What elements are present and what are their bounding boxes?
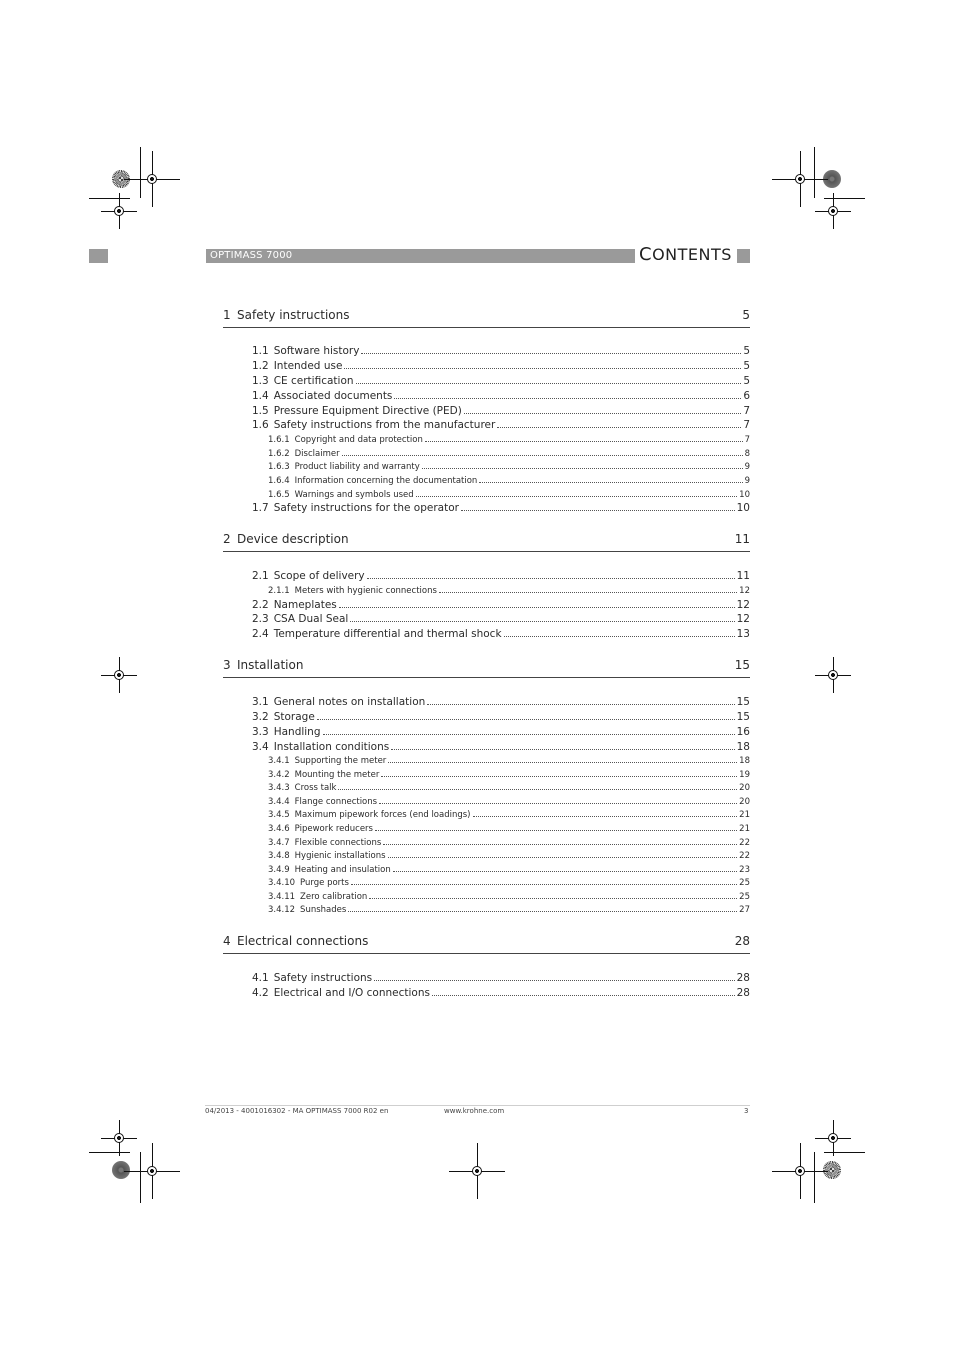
toc-entry[interactable] — [268, 754, 750, 768]
toc-entry-page: 13 — [736, 628, 750, 640]
toc-entry-label: Heating and insulation — [294, 865, 391, 875]
toc-entry[interactable] — [268, 488, 750, 502]
toc-entry-label: Installation conditions — [273, 741, 390, 753]
toc-entry-page: 5 — [743, 360, 750, 372]
toc-dot-leader — [473, 815, 738, 817]
toc-entry-page: 15 — [736, 696, 750, 708]
toc-entry-page: 22 — [739, 838, 750, 848]
footer-page-number: 3 — [744, 1107, 749, 1115]
toc-entry[interactable] — [252, 359, 750, 374]
toc-entry-page: 9 — [744, 462, 750, 472]
toc-entry-number: 3.3 — [252, 726, 269, 738]
toc-section-rule — [223, 953, 750, 954]
color-target-icon — [823, 1161, 841, 1179]
toc-entry-label: Copyright and data protection — [294, 435, 423, 445]
toc-entry-number: 3.4.8 — [268, 851, 290, 861]
toc-dot-leader — [374, 979, 735, 981]
toc-entry[interactable] — [268, 863, 750, 877]
registration-target-icon — [472, 1166, 482, 1176]
toc-dot-leader — [504, 635, 735, 637]
toc-dot-leader — [344, 367, 741, 369]
toc-dot-leader — [338, 788, 737, 790]
toc-entry-number: 3.4.12 — [268, 905, 296, 915]
toc-dot-leader — [425, 440, 743, 442]
registration-target-icon — [795, 174, 805, 184]
toc-entry-number: 3.4.4 — [268, 797, 290, 807]
toc-entry[interactable] — [252, 612, 750, 627]
toc-dot-leader — [356, 382, 742, 384]
toc-entry[interactable] — [252, 374, 750, 389]
header-right-block — [737, 249, 750, 263]
toc-entry-page: 7 — [743, 405, 750, 417]
toc-entry[interactable] — [268, 808, 750, 822]
toc-entry-page: 20 — [739, 783, 750, 793]
page-title-initial: C — [639, 244, 653, 265]
toc-dot-leader — [367, 577, 735, 579]
crop-mark-v — [140, 1152, 141, 1203]
toc-entry-label: Associated documents — [273, 390, 393, 402]
toc-entry[interactable] — [252, 725, 750, 740]
toc-entry-label: Purge ports — [300, 878, 349, 888]
toc-entry-page: 19 — [739, 770, 750, 780]
toc-entry-page: 6 — [743, 390, 750, 402]
toc-entry[interactable] — [268, 460, 750, 474]
toc-entry[interactable] — [268, 795, 750, 809]
footer-website: www.krohne.com — [444, 1107, 505, 1115]
toc-entry-page: 9 — [744, 476, 750, 486]
toc-entry-label: Maximum pipework forces (end loadings) — [294, 810, 471, 820]
toc-entry-number: 1.6 — [252, 419, 269, 431]
toc-entry[interactable] — [268, 447, 750, 461]
toc-section-rule — [223, 551, 750, 552]
toc-dot-leader — [479, 481, 742, 483]
toc-entry-number: 2.1.1 — [268, 586, 290, 596]
toc-entry-page: 10 — [736, 502, 750, 514]
crop-mark-v — [140, 147, 141, 198]
crop-mark-v — [814, 1152, 815, 1203]
registration-target-icon — [828, 206, 838, 216]
toc-section-page: 11 — [734, 532, 750, 546]
header-left-block — [89, 249, 108, 263]
color-target-icon — [112, 1161, 130, 1179]
toc-entry-number: 1.6.4 — [268, 476, 290, 486]
crop-mark-h — [824, 1152, 865, 1153]
toc-entry-label: Handling — [273, 726, 321, 738]
toc-section-label: Installation — [237, 658, 304, 672]
toc-entry-label: Safety instructions — [273, 972, 373, 984]
toc-entry-label: Flexible connections — [294, 838, 382, 848]
footer-document-id: 04/2013 - 4001016302 - MA OPTIMASS 7000 R02 en — [205, 1107, 389, 1115]
toc-entry-number: 2.3 — [252, 613, 269, 625]
toc-entry-label: Warnings and symbols used — [294, 490, 414, 500]
registration-target-icon — [828, 1133, 838, 1143]
toc-dot-leader — [339, 606, 735, 608]
toc-entry[interactable] — [268, 768, 750, 782]
page-title-rest: ONTENTS — [652, 245, 732, 264]
toc-entry-number: 2.4 — [252, 628, 269, 640]
toc-entry-number: 2.2 — [252, 599, 269, 611]
toc-entry-number: 3.1 — [252, 696, 269, 708]
toc-entry-label: Software history — [273, 345, 360, 357]
toc-section-heading[interactable] — [223, 530, 750, 548]
toc-dot-leader — [393, 870, 737, 872]
toc-entry[interactable] — [252, 986, 750, 1001]
toc-section-number: 2 — [223, 532, 231, 546]
toc-entry[interactable] — [252, 971, 750, 986]
toc-section-heading[interactable] — [223, 656, 750, 674]
toc-entry-label: Information concerning the documentation — [294, 476, 478, 486]
toc-entry-page: 22 — [739, 851, 750, 861]
toc-dot-leader — [461, 509, 735, 511]
toc-entry[interactable] — [252, 710, 750, 725]
toc-entry[interactable] — [252, 501, 750, 516]
toc-entry[interactable] — [252, 344, 750, 359]
toc-dot-leader — [351, 883, 737, 885]
toc-entry-page: 8 — [744, 449, 750, 459]
toc-entry-label: Supporting the meter — [294, 756, 387, 766]
toc-entry[interactable] — [252, 569, 750, 584]
toc-entry[interactable] — [268, 876, 750, 890]
toc-entry[interactable] — [252, 627, 750, 642]
crop-mark-h — [89, 198, 130, 199]
toc-entry-page: 7 — [744, 435, 750, 445]
toc-entry-page: 28 — [736, 972, 750, 984]
toc-entry-page: 25 — [739, 892, 750, 902]
toc-entry[interactable] — [252, 740, 750, 755]
toc-section-page: 5 — [742, 308, 750, 322]
toc-entry[interactable] — [268, 849, 750, 863]
toc-entry[interactable] — [268, 584, 750, 598]
toc-entry-number: 1.6.3 — [268, 462, 290, 472]
toc-entry-number: 3.4 — [252, 741, 269, 753]
toc-dot-leader — [427, 703, 734, 705]
toc-dot-leader — [348, 910, 737, 912]
toc-dot-leader — [369, 897, 737, 899]
toc-entry-page: 21 — [739, 810, 750, 820]
toc-entry-number: 3.4.9 — [268, 865, 290, 875]
toc-section-rule — [223, 327, 750, 328]
toc-entry-label: Pipework reducers — [294, 824, 373, 834]
toc-entry[interactable] — [252, 695, 750, 710]
toc-entry[interactable] — [268, 822, 750, 836]
toc-dot-leader — [350, 620, 734, 622]
toc-dot-leader — [394, 397, 741, 399]
toc-entry-label: Pressure Equipment Directive (PED) — [273, 405, 462, 417]
toc-entry-number: 3.4.5 — [268, 810, 290, 820]
toc-entry-number: 3.4.1 — [268, 756, 290, 766]
toc-entry-label: Disclaimer — [294, 449, 340, 459]
toc-entry-label: Nameplates — [273, 599, 337, 611]
toc-section-rule — [223, 677, 750, 678]
toc-entry-label: Safety instructions for the operator — [273, 502, 459, 514]
toc-entry-page: 5 — [743, 375, 750, 387]
toc-entry-number: 3.2 — [252, 711, 269, 723]
toc-entry-number: 3.4.10 — [268, 878, 296, 888]
toc-entry-number: 1.5 — [252, 405, 269, 417]
toc-entry-page: 27 — [739, 905, 750, 915]
toc-entry[interactable] — [252, 404, 750, 419]
toc-entry-number: 3.4.11 — [268, 892, 296, 902]
toc-entry-label: Flange connections — [294, 797, 378, 807]
toc-entry-page: 7 — [743, 419, 750, 431]
toc-entry-number: 1.3 — [252, 375, 269, 387]
toc-entry-number: 2.1 — [252, 570, 269, 582]
registration-target-icon — [114, 1133, 124, 1143]
toc-dot-leader — [416, 495, 737, 497]
toc-section-label: Safety instructions — [237, 308, 350, 322]
toc-entry-page: 15 — [736, 711, 750, 723]
toc-dot-leader — [388, 856, 738, 858]
toc-section-label: Device description — [237, 532, 349, 546]
toc-section-number: 3 — [223, 658, 231, 672]
toc-section-label: Electrical connections — [237, 934, 369, 948]
toc-entry-page: 28 — [736, 987, 750, 999]
toc-dot-leader — [383, 843, 737, 845]
toc-entry-label: CSA Dual Seal — [273, 613, 349, 625]
toc-entry-page: 11 — [736, 570, 750, 582]
toc-entry-number: 4.1 — [252, 972, 269, 984]
toc-entry-page: 12 — [736, 613, 750, 625]
toc-entry-number: 1.4 — [252, 390, 269, 402]
toc-dot-leader — [497, 426, 741, 428]
toc-entry-label: Sunshades — [300, 905, 347, 915]
toc-section-number: 1 — [223, 308, 231, 322]
registration-target-icon — [147, 1166, 157, 1176]
toc-dot-leader — [391, 748, 734, 750]
toc-entry-label: Electrical and I/O connections — [273, 987, 430, 999]
header-product-name: OPTIMASS 7000 — [210, 250, 293, 261]
registration-target-icon — [795, 1166, 805, 1176]
toc-section-heading[interactable] — [223, 306, 750, 324]
toc-entry-page: 16 — [736, 726, 750, 738]
toc-dot-leader — [342, 454, 743, 456]
toc-entry-number: 1.1 — [252, 345, 269, 357]
crop-mark-h — [89, 1152, 130, 1153]
toc-entry-number: 1.6.1 — [268, 435, 290, 445]
toc-entry-label: Safety instructions from the manufacturer — [273, 419, 496, 431]
toc-section-page: 28 — [734, 934, 750, 948]
toc-entry-page: 21 — [739, 824, 750, 834]
toc-entry[interactable] — [252, 389, 750, 404]
page-title — [639, 243, 732, 267]
toc-dot-leader — [361, 352, 741, 354]
toc-entry-page: 5 — [743, 345, 750, 357]
toc-entry-number: 3.4.2 — [268, 770, 290, 780]
registration-target-icon — [828, 670, 838, 680]
toc-entry[interactable] — [268, 836, 750, 850]
toc-entry-label: Mounting the meter — [294, 770, 380, 780]
toc-entry-label: Hygienic installations — [294, 851, 386, 861]
toc-dot-leader — [388, 761, 737, 763]
toc-entry[interactable] — [268, 474, 750, 488]
toc-entry-page: 10 — [739, 490, 750, 500]
toc-entry[interactable] — [268, 433, 750, 447]
toc-entry-number: 1.6.5 — [268, 490, 290, 500]
toc-dot-leader — [439, 591, 737, 593]
toc-dot-leader — [323, 733, 735, 735]
toc-dot-leader — [381, 775, 737, 777]
registration-target-icon — [147, 174, 157, 184]
toc-dot-leader — [432, 994, 735, 996]
toc-section-heading[interactable] — [223, 932, 750, 950]
toc-section-number: 4 — [223, 934, 231, 948]
toc-entry-number: 3.4.3 — [268, 783, 290, 793]
toc-entry-label: Zero calibration — [300, 892, 368, 902]
toc-entry-number: 4.2 — [252, 987, 269, 999]
toc-entry[interactable] — [252, 598, 750, 613]
crop-mark-h — [824, 198, 865, 199]
toc-entry-number: 3.4.7 — [268, 838, 290, 848]
toc-entry-label: Scope of delivery — [273, 570, 365, 582]
registration-target-icon — [114, 206, 124, 216]
toc-entry-number: 1.2 — [252, 360, 269, 372]
toc-entry-page: 12 — [736, 599, 750, 611]
toc-entry[interactable] — [252, 418, 750, 433]
toc-entry[interactable] — [268, 890, 750, 904]
toc-entry-label: General notes on installation — [273, 696, 426, 708]
toc-dot-leader — [375, 829, 737, 831]
toc-dot-leader — [422, 467, 743, 469]
toc-entry[interactable] — [268, 903, 750, 917]
toc-entry-label: Temperature differential and thermal shock — [273, 628, 502, 640]
toc-entry-page: 20 — [739, 797, 750, 807]
toc-entry-label: Cross talk — [294, 783, 337, 793]
toc-entry-label: Storage — [273, 711, 315, 723]
toc-entry-label: CE certification — [273, 375, 354, 387]
toc-entry-label: Intended use — [273, 360, 343, 372]
toc-entry[interactable] — [268, 781, 750, 795]
toc-entry-page: 12 — [739, 586, 750, 596]
toc-dot-leader — [317, 718, 735, 720]
toc-section-page: 15 — [734, 658, 750, 672]
toc-entry-page: 18 — [739, 756, 750, 766]
toc-entry-number: 1.7 — [252, 502, 269, 514]
toc-entry-number: 1.6.2 — [268, 449, 290, 459]
toc-entry-page: 23 — [739, 865, 750, 875]
toc-entry-page: 25 — [739, 878, 750, 888]
toc-dot-leader — [464, 412, 741, 414]
crop-mark-v — [814, 147, 815, 198]
registration-target-icon — [114, 670, 124, 680]
toc-entry-number: 3.4.6 — [268, 824, 290, 834]
toc-dot-leader — [379, 802, 737, 804]
toc-entry-page: 18 — [736, 741, 750, 753]
toc-entry-label: Product liability and warranty — [294, 462, 420, 472]
toc-entry-label: Meters with hygienic connections — [294, 586, 437, 596]
